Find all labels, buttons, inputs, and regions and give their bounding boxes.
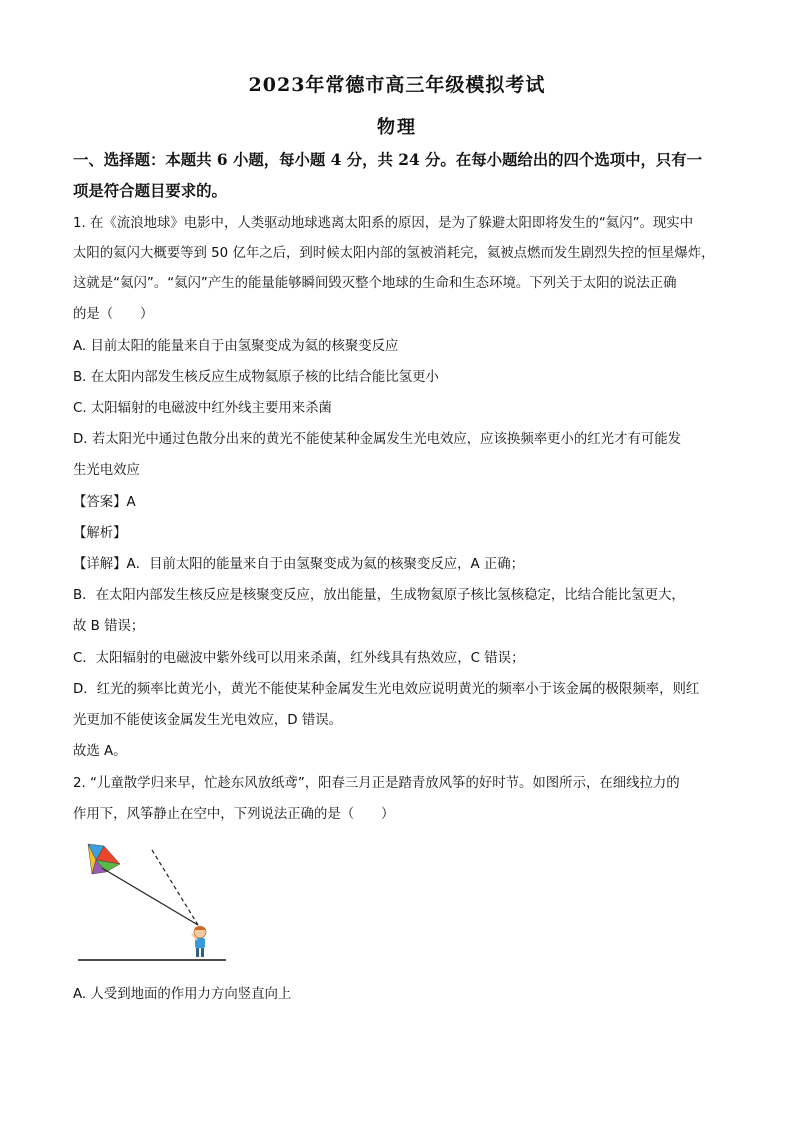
kite-figure — [76, 840, 236, 970]
q1-analysis-label: 【解析】 — [73, 526, 127, 541]
q1-option-a: A. 目前太阳的能量来自于由氢聚变成为氦的核聚变反应 — [73, 339, 399, 354]
q1-answer: 【答案】A — [73, 495, 136, 510]
q1-detail-line-6: 光更加不能使该金属发生光电效应，D 错误。 — [73, 713, 342, 728]
q1-option-b: B. 在太阳内部发生核反应生成物氦原子核的比结合能比氢更小 — [73, 370, 439, 385]
q2-stem-line-1: 2. “儿童散学归来早，忙趁东风放纸鸢”，阳春三月正是踏青放风筝的好时节。如图所示，在细线拉力的 — [73, 776, 680, 791]
q1-detail-line-2: B．在太阳内部发生核反应是核聚变反应，放出能量，生成物氦原子核比氢核稳定，比结合能比氢更大， — [73, 588, 685, 603]
q1-detail-line-1: 【详解】A．目前太阳的能量来自于由氢聚变成为氦的核聚变反应，A 正确； — [73, 557, 525, 572]
dashed-reference-line — [152, 850, 198, 925]
q1-detail-line-3: 故 B 错误； — [73, 619, 145, 634]
q1-detail-line-4: C．太阳辐射的电磁波中紫外线可以用来杀菌，红外线具有热效应，C 错误； — [73, 651, 525, 666]
q1-stem-line-1: 1. 在《流浪地球》电影中，人类驱动地球逃离太阳系的原因，是为了躲避太阳即将发生的“氦闪”。现实中 — [73, 216, 694, 231]
q1-detail-line-5: D．红光的频率比黄光小，黄光不能使某种金属发生光电效应说明黄光的频率小于该金属的极限频率，则红 — [73, 682, 700, 697]
section-heading-line-1: 一、选择题：本题共 6 小题，每小题 4 分，共 24 分。在每小题给出的四个选项中，只有一 — [73, 151, 703, 169]
exam-title: 2023年常德市高三年级模拟考试 — [248, 74, 546, 96]
q1-option-d-line-1: D. 若太阳光中通过色散分出来的黄光不能使某种金属发生光电效应，应该换频率更小的红光才有可能发 — [73, 432, 682, 447]
q1-stem-line-2: 太阳的氦闪大概要等到 50 亿年之后，到时候太阳内部的氢被消耗完，氦被点燃而发生剧烈失控的恒星爆炸， — [73, 246, 715, 261]
q1-option-c: C. 太阳辐射的电磁波中红外线主要用来杀菌 — [73, 401, 332, 416]
q2-stem-line-2: 作用下，风筝静止在空中，下列说法正确的是（ ） — [73, 807, 395, 822]
section-heading-line-2: 项是符合题目要求的。 — [73, 182, 227, 200]
child-figure-icon — [192, 926, 206, 957]
q1-stem-line-3: 这就是“氦闪”。“氦闪”产生的能量能够瞬间毁灭整个地球的生命和生态环境。下列关于太阳的说法正确 — [73, 276, 677, 291]
q1-option-d-line-2: 生光电效应 — [73, 463, 140, 478]
q1-conclusion: 故选 A。 — [73, 744, 127, 759]
q1-stem-line-4: 的是（ ） — [73, 307, 154, 322]
kite-string-line — [102, 868, 198, 925]
subject-title: 物理 — [377, 117, 417, 138]
q2-option-a: A. 人受到地面的作用力方向竖直向上 — [73, 987, 292, 1002]
